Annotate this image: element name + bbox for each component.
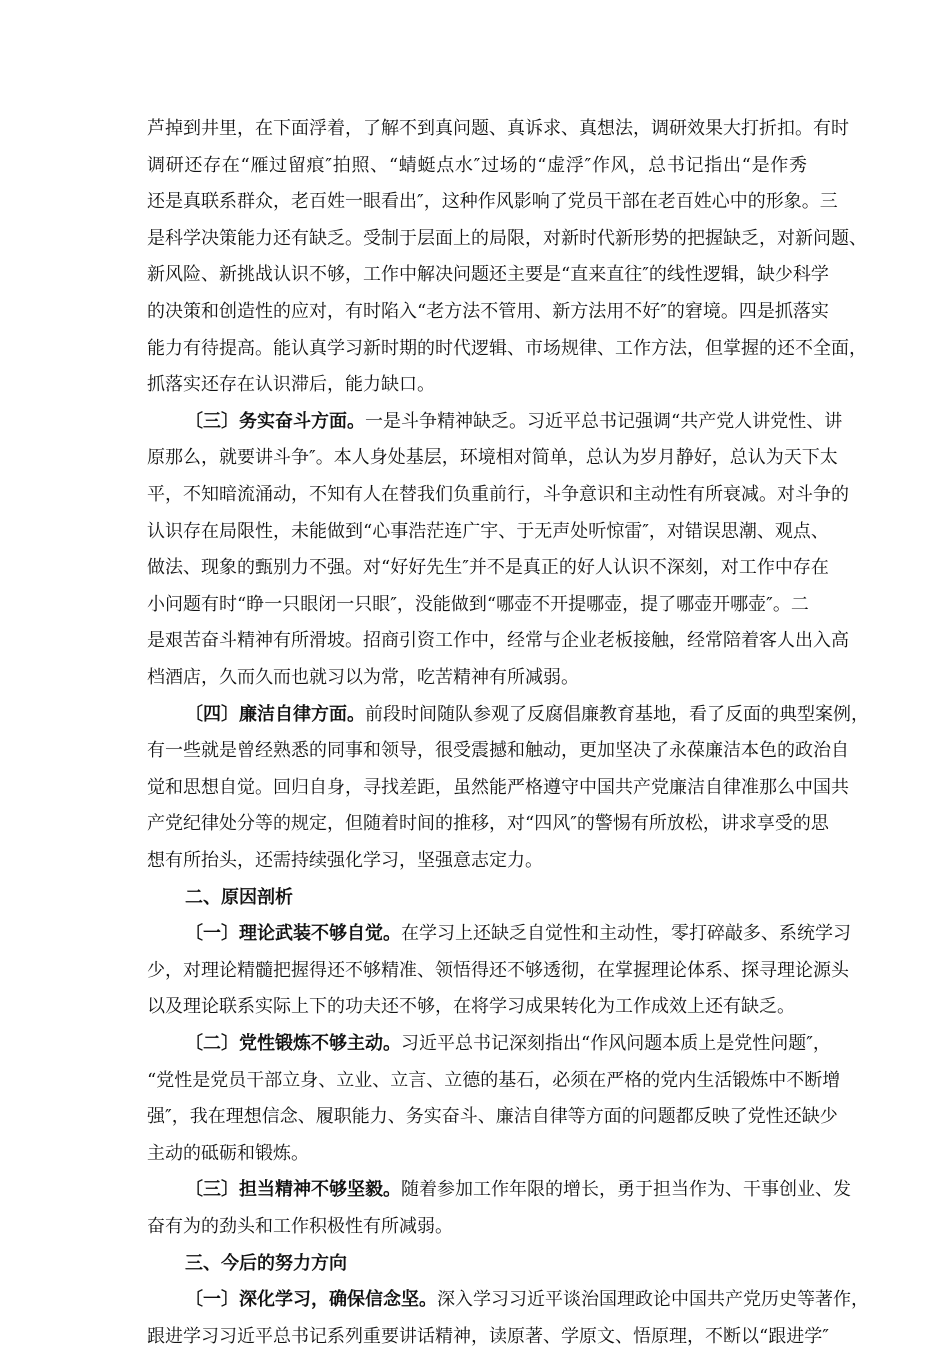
paragraph-first-line [185, 702, 869, 728]
text-line: 有一些就是曾经熟悉的同事和领导，很受震撼和触动，更加坚决了永葆廉洁本色的政治自 [147, 740, 849, 762]
paragraph-first-line [185, 1031, 831, 1057]
text-line: 认识存在局限性，未能做到“心事浩茫连广宇、于无声处听惊雷″，对错误思潮、观点、 [147, 520, 829, 542]
paragraph-first-line [185, 1177, 851, 1203]
text-run: 深入学习习近平谈治国理政论中国共产党历史等著作， [437, 1289, 869, 1311]
text-run: 前段时间随队参观了反腐倡廉教育基地，看了反面的典型案例， [365, 703, 869, 725]
text-line: 的决策和创造性的应对，有时陷入“老方法不管用、新方法用不好″的窘境。四是抓落实 [147, 301, 829, 322]
text-line: 原那么，就要讲斗争″。本人身处基层，环境相对简单，总认为岁月静好，总认为天下太 [147, 447, 838, 469]
text-line: 新风险、新挑战认识不够，工作中解决问题还主要是“直来直往″的线性逻辑，缺少科学 [147, 264, 829, 286]
text-line: 以及理论联系实际上下的功夫还不够，在将学习成果转化为工作成效上还有缺乏。 [147, 996, 795, 1018]
text-run: 习近平总书记深刻指出“作风问题本质上是党性问题″， [401, 1033, 831, 1054]
text-line: 小问题有时“睁一只眼闭一只眼″，没能做到“哪壶不开提哪壶，提了哪壶开哪壶″。二 [147, 593, 809, 615]
text-line: 主动的砥砺和锻炼。 [147, 1142, 309, 1164]
text-line: 做法、现象的甄别力不强。对“好好先生″并不是真正的好人认识不深刻，对工作中存在 [147, 557, 829, 579]
text-line: 平，不知暗流涌动，不知有人在替我们负重前行，斗争意识和主动性有所衰减。对斗争的 [147, 484, 849, 505]
text-line: “党性是党员干部立身、立业、立言、立德的基石，必须在严格的党内生活锻炼中不断增 [147, 1069, 841, 1091]
text-line: 抓落实还存在认识滞后，能力缺口。 [147, 374, 435, 396]
text-run: 一是斗争精神缺乏。习近平总书记强调“共产党人讲党性、讲 [365, 410, 843, 432]
text-line: 觉和思想自觉。回归自身，寻找差距，虽然能严格遵守中国共产党廉洁自律准那么中国共 [147, 776, 849, 798]
text-line: 芦掉到井里，在下面浮着，了解不到真问题、真诉求、真想法，调研效果大打折扣。有时 [147, 118, 849, 139]
subsection-title: 〔三〕担当精神不够坚毅。 [185, 1179, 401, 1201]
text-line: 调研还存在“雁过留痕″拍照、“蜻蜓点水″过场的“虚浮″作风，总书记指出“是作秀 [147, 154, 807, 176]
subsection-title: 〔二〕党性锻炼不够主动。 [185, 1033, 401, 1054]
paragraph-first-line [185, 921, 851, 947]
section-heading: 二、原因剖析 [185, 886, 293, 908]
text-line: 是艰苦奋斗精神有所滑坡。招商引资工作中，经常与企业老板接触，经常陪着客人出入高 [147, 630, 849, 652]
subsection-title: 〔一〕理论武装不够自觉。 [185, 923, 401, 945]
text-line: 跟进学习习近平总书记系列重要讲话精神，读原著、学原文、悟原理，不断以“跟进学″ [147, 1325, 829, 1347]
text-line: 产党纪律处分等的规定，但随着时间的推移，对“四风″的警惕有所放松，讲求享受的思 [147, 813, 829, 835]
text-line: 奋有为的劲头和工作积极性有所减弱。 [147, 1216, 453, 1237]
text-run: 在学习上还缺乏自觉性和主动性，零打碎敲多、系统学习 [401, 923, 851, 945]
text-line: 能力有待提高。能认真学习新时期的时代逻辑、市场规律、工作方法，但掌握的还不全面， [147, 337, 867, 359]
text-line: 少，对理论精髓把握得还不够精准、领悟得还不够透彻，在掌握理论体系、探寻理论源头 [147, 959, 849, 981]
paragraph-first-line [185, 409, 843, 435]
text-line: 强″，我在理想信念、履职能力、务实奋斗、廉洁自律等方面的问题都反映了党性还缺少 [147, 1106, 838, 1128]
paragraph-first-line [185, 1287, 869, 1313]
text-line: 是科学决策能力还有缺乏。受制于层面上的局限，对新时代新形势的把握缺乏，对新问题、 [147, 227, 867, 249]
text-run: 随着参加工作年限的增长，勇于担当作为、干事创业、发 [401, 1179, 851, 1201]
subsection-title: 〔一〕深化学习，确保信念坚。 [185, 1289, 437, 1311]
subsection-title: 〔四〕廉洁自律方面。 [185, 703, 365, 725]
text-line: 还是真联系群众，老百姓一眼看出″，这种作风影响了党员干部在老百姓心中的形象。三 [147, 191, 838, 213]
subsection-title: 〔三〕务实奋斗方面。 [185, 410, 365, 432]
section-heading: 三、今后的努力方向 [185, 1252, 347, 1274]
text-line: 想有所抬头，还需持续强化学习，坚强意志定力。 [147, 850, 543, 871]
text-line: 档酒店，久而久而也就习以为常，吃苦精神有所减弱。 [147, 667, 579, 688]
